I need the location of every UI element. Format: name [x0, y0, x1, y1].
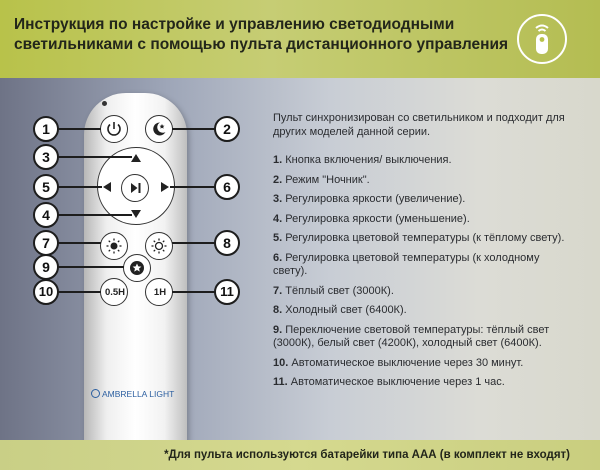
triangle-left-icon[interactable] [103, 182, 111, 192]
instruction-step: 10. Автоматическое выключение через 30 минут. [273, 356, 524, 369]
temperature-switch-button[interactable] [123, 254, 151, 282]
callout-1: 1 [33, 116, 59, 142]
leader-line-6 [170, 186, 215, 188]
callout-7: 7 [33, 230, 59, 256]
callout-5: 5 [33, 174, 59, 200]
triangle-right-icon[interactable] [161, 182, 169, 192]
instruction-step: 7. Тёплый свет (3000К). [273, 284, 394, 297]
instruction-step: 6. Регулировка цветовой температуры (к холодному свету). [273, 251, 540, 277]
callout-9: 9 [33, 254, 59, 280]
timer-60-label: 1H [153, 287, 167, 298]
power-icon [101, 116, 127, 142]
instruction-step: 4. Регулировка яркости (уменьшение). [273, 212, 470, 225]
leader-line-3 [57, 156, 132, 158]
battery-note: *Для пульта используются батарейки типа ААА (в комплект не входят) [164, 449, 570, 461]
triangle-down-icon[interactable] [131, 210, 141, 218]
star-icon [124, 255, 150, 281]
instruction-step: 8. Холодный свет (6400К). [273, 304, 407, 316]
callout-10: 10 [33, 279, 59, 305]
leader-line-1 [57, 128, 101, 130]
leader-line-8 [172, 242, 215, 244]
brand-name: AMBRELLA LIGHT [102, 389, 175, 399]
instruction-step: 2. Режим "Ночник". [273, 173, 370, 186]
timer-60-button[interactable] [145, 278, 173, 306]
callout-11: 11 [214, 279, 240, 305]
callout-3: 3 [33, 144, 59, 170]
center-button[interactable] [121, 174, 149, 202]
page-title: Инструкция по настройке и управлению светодиодными светильниками с помощью пульта дистанционного управления [14, 16, 509, 53]
leader-line-4 [57, 214, 132, 216]
leader-line-9 [57, 266, 124, 268]
leader-line-10 [57, 291, 101, 293]
instruction-step: 9. Переключение световой температуры: тёплый свет (3000К), белый свет (4200К), холодный свет (6400К). [273, 323, 550, 349]
leader-line-5 [57, 186, 102, 188]
header-bar [0, 0, 600, 78]
timer-30-label: 0.5H [104, 287, 126, 298]
timer-30-button[interactable] [100, 278, 128, 306]
triangle-up-icon[interactable] [131, 154, 141, 162]
power-button[interactable] [100, 115, 128, 143]
night-mode-button[interactable] [145, 115, 173, 143]
leader-line-7 [57, 242, 101, 244]
callout-2: 2 [214, 116, 240, 142]
remote-led [102, 101, 107, 106]
instruction-step: 3. Регулировка яркости (увеличение). [273, 193, 466, 205]
instructions-intro: Пульт синхронизирован со светильником и подходит для других моделей данной серии. [273, 112, 565, 138]
instruction-step: 5. Регулировка цветовой температуры (к тёплому свету). [273, 232, 565, 244]
leader-line-2 [172, 128, 215, 130]
instructions-panel [273, 112, 573, 396]
instruction-step: 11. Автоматическое выключение через 1 час. [273, 376, 505, 388]
play-pause-icon [122, 175, 148, 201]
remote-control-icon [517, 14, 567, 64]
callout-4: 4 [33, 202, 59, 228]
brand-logo [91, 389, 183, 403]
callout-8: 8 [214, 230, 240, 256]
instruction-step: 1. Кнопка включения/ выключения. [273, 154, 452, 166]
brand-icon [91, 389, 100, 398]
footer-bar [0, 440, 600, 470]
leader-line-11 [172, 291, 215, 293]
callout-6: 6 [214, 174, 240, 200]
moon-star-icon [146, 116, 172, 142]
